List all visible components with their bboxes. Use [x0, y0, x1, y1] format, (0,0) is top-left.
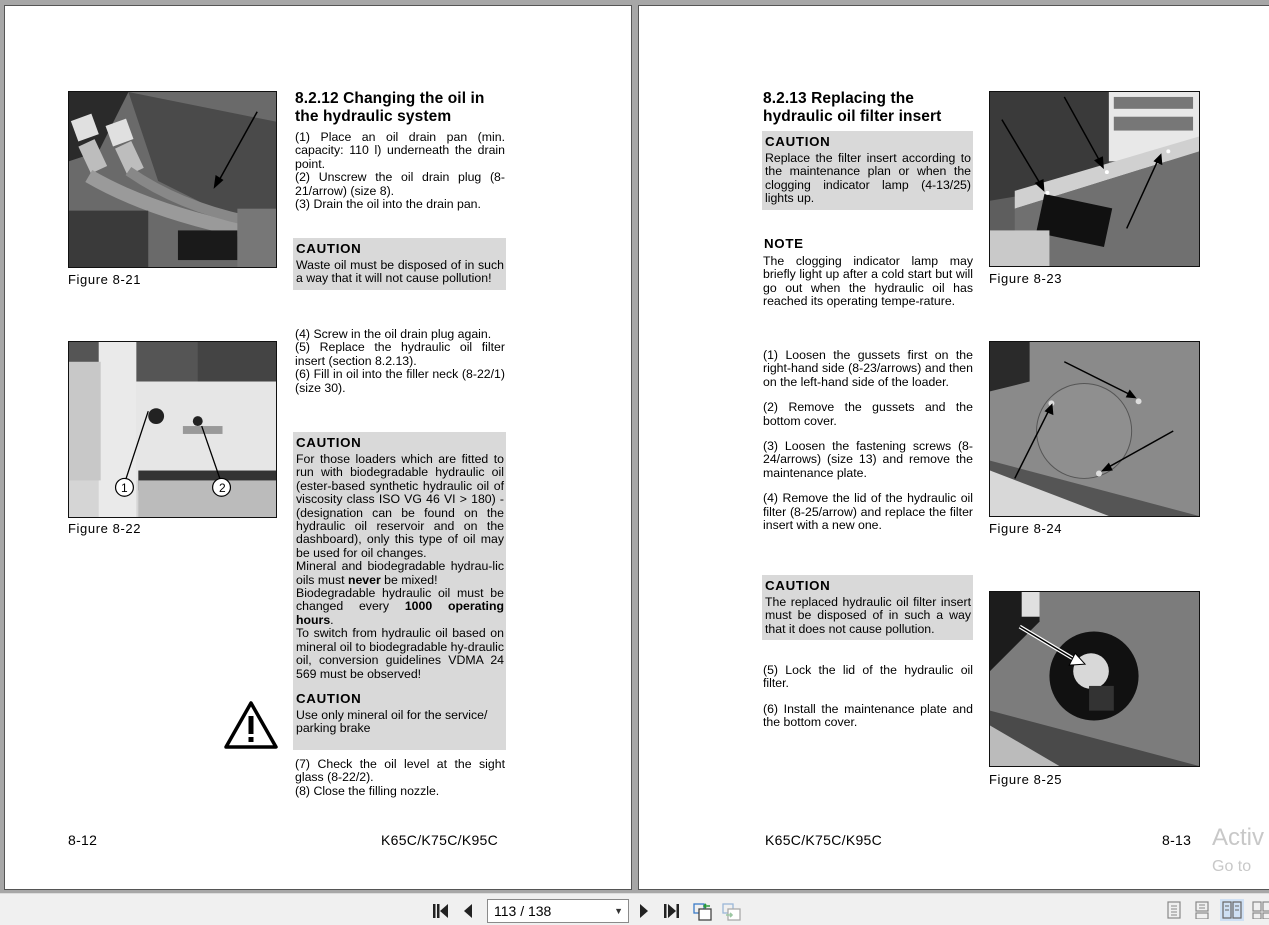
figure-8-22-caption: Figure 8-22 [68, 521, 142, 536]
caution-box-filter-insert [762, 131, 973, 210]
facing-view-button[interactable] [1220, 899, 1244, 921]
caution-title: CAUTION [765, 134, 831, 149]
step-8: (8) Close the filling nozzle. [295, 783, 440, 798]
continuous-facing-view-button[interactable] [1250, 899, 1269, 921]
figure-8-25-caption: Figure 8-25 [989, 772, 1063, 787]
step-6: (6) Fill in oil into the filler neck (8-22/1) (size 30). [295, 367, 505, 395]
caution-title: CAUTION [765, 578, 831, 593]
navigation-toolbar [0, 893, 1269, 925]
caution-text: The replaced hydraulic oil filter insert must be disposed of in such a way that it does not cause pollution. [765, 595, 971, 636]
steps-5-6 [763, 664, 973, 730]
callout-1: 1 [121, 481, 128, 495]
caution-box-biodegradable-oil [293, 432, 506, 750]
chevron-down-icon: ▼ [614, 906, 623, 916]
section-heading: 8.2.12 Changing the oil in the hydraulic system [295, 90, 485, 125]
caution-box-filter-disposal [762, 575, 973, 640]
figure-8-21-caption: Figure 8-21 [68, 272, 142, 287]
section-heading: 8.2.13 Replacing the hydraulic oil filter insert [763, 90, 942, 125]
next-page-icon [638, 903, 650, 919]
section-8-2-12 [295, 90, 505, 211]
step-5: (5) Lock the lid of the hydraulic oil filter. [763, 663, 973, 691]
continuous-view-button[interactable] [1190, 899, 1214, 921]
step-7: (7) Check the oil level at the sight glass (8-22/2). [295, 757, 505, 785]
page-number-right: 8-13 [1162, 832, 1192, 848]
caution-box-waste-oil [293, 238, 506, 290]
figure-8-24-caption: Figure 8-24 [989, 521, 1063, 536]
previous-view-icon [693, 901, 713, 921]
caution-text-4: To switch from hydraulic oil based on mineral oil to biodegradable hy-draulic oil, conversion guidelines VDMA 24 569 must be observed! [296, 626, 504, 681]
previous-page-icon [462, 903, 474, 919]
continuous-page-icon [1194, 901, 1210, 919]
caution-text-1: For those loaders which are fitted to run with biodegradable hydraulic oil (ester-based synthetic hydraulic oil of viscosity class ISO VG 46 VI > 180) - (designation can be found on the hydraulic oil reservoir and on the dashboard), only this type of oil may be used for oil changes. [296, 452, 504, 560]
figure-8-21-image [68, 91, 277, 268]
figure-8-25-image [989, 591, 1200, 767]
section-8-2-13 [763, 90, 973, 126]
single-page-view-button[interactable] [1162, 899, 1186, 921]
figure-8-24-image [989, 341, 1200, 517]
step-2: (2) Remove the gussets and the bottom cover. [763, 400, 973, 428]
first-page-button[interactable] [430, 901, 450, 921]
activation-watermark-line2: Go to [1212, 858, 1252, 875]
note-title: NOTE [764, 236, 804, 251]
next-view-button[interactable] [722, 901, 742, 921]
caution-text-2: Mineral and biodegradable hydrau-lic oils must never be mixed! [296, 559, 504, 587]
caution-title: CAUTION [296, 435, 362, 450]
steps-4-6 [295, 328, 505, 395]
figure-8-22-image [68, 341, 277, 518]
steps-1-4 [763, 349, 973, 532]
page-number-dropdown[interactable] [487, 899, 629, 923]
callout-2: 2 [219, 481, 226, 495]
caution-title: CAUTION [296, 241, 362, 256]
page-number-left: 8-12 [68, 832, 98, 848]
next-page-button[interactable] [634, 901, 654, 921]
model-footer-right: K65C/K75C/K95C [765, 832, 883, 848]
step-1: (1) Place an oil drain pan (min. capacity: 110 l) underneath the drain point. [295, 130, 505, 171]
page-8-12 [4, 5, 632, 890]
page-indicator: 113 / 138 [494, 903, 552, 919]
step-5: (5) Replace the hydraulic oil filter insert (section 8.2.13). [295, 340, 505, 368]
caution-text-brake: Use only mineral oil for the service/ parking brake [296, 707, 488, 736]
figure-8-23-image [989, 91, 1200, 267]
step-4: (4) Screw in the oil drain plug again. [295, 327, 492, 341]
warning-triangle-icon [223, 700, 279, 750]
caution-text: Replace the filter insert according to the maintenance plan or when the clogging indicator lamp (4-13/25) lights up. [765, 151, 971, 206]
step-6: (6) Install the maintenance plate and the bottom cover. [763, 701, 973, 730]
caution-text-3: Biodegradable hydraulic oil must be changed every 1000 operating hours. [296, 586, 504, 627]
facing-pages-icon [1222, 901, 1242, 919]
last-page-icon [663, 903, 681, 919]
first-page-icon [431, 903, 449, 919]
next-view-icon [722, 901, 742, 921]
single-page-icon [1166, 901, 1182, 919]
caution-text: Waste oil must be disposed of in such a way that it will not cause pollution! [296, 258, 504, 286]
note-block [763, 236, 973, 309]
step-4: (4) Remove the lid of the hydraulic oil filter (8-25/arrow) and replace the filter insert with a new one. [763, 491, 973, 533]
continuous-facing-icon [1252, 901, 1269, 919]
page-8-13 [638, 5, 1269, 890]
caution-title-brake: CAUTION [296, 690, 362, 706]
previous-page-button[interactable] [458, 901, 478, 921]
step-1: (1) Loosen the gussets first on the right-hand side (8-23/arrows) and then on the left-hand side of the loader. [763, 348, 973, 389]
last-page-button[interactable] [662, 901, 682, 921]
model-footer-left: K65C/K75C/K95C [381, 832, 499, 848]
previous-view-button[interactable] [693, 901, 713, 921]
activation-watermark-line1: Activ [1212, 824, 1265, 851]
figure-8-23-caption: Figure 8-23 [989, 271, 1063, 286]
note-text: The clogging indicator lamp may briefly light up after a cold start but will go out when the hydraulic oil has reached its operating tempe-rature. [763, 254, 973, 309]
step-3: (3) Loosen the fastening screws (8-24/arrows) (size 13) and remove the maintenance plate. [763, 439, 973, 480]
step-3: (3) Drain the oil into the drain pan. [295, 197, 481, 212]
step-2: (2) Unscrew the oil drain plug (8-21/arrow) (size 8). [295, 170, 505, 198]
steps-7-8 [295, 758, 505, 798]
